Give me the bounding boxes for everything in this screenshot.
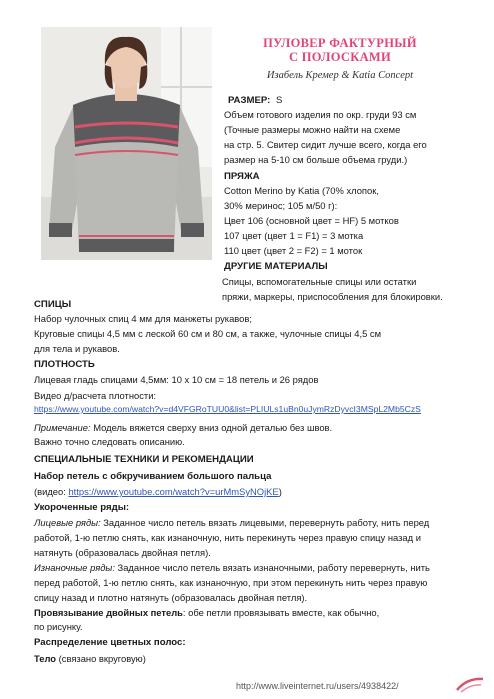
gauge-line: Лицевая гладь спицами 4,5мм: 10 х 10 см = 18 петель и 26 рядов <box>34 374 319 385</box>
note-line-2: Важно точно следовать описанию. <box>34 436 185 447</box>
size-heading <box>228 93 282 108</box>
title-line-2: С ПОЛОСКАМИ <box>288 50 392 64</box>
sweater-photo-illustration <box>41 27 212 260</box>
double-stitch-text: : обе петли провязывать вместе, как обычно, <box>182 607 380 618</box>
double-stitch-line-2: по рисунку. <box>34 621 83 632</box>
note-label: Примечание: <box>34 422 91 433</box>
techniques-heading: СПЕЦИАЛЬНЫЕ ТЕХНИКИ И РЕКОМЕНДАЦИИ <box>34 454 254 465</box>
caston-video-link[interactable]: https://www.youtube.com/watch?v=urMmSyNOjKE <box>68 486 279 497</box>
footer-source-url: http://www.liveinternet.ru/users/4938422/ <box>236 681 399 691</box>
yarn-line-2: 30% меринос; 105 м/50 г): <box>224 200 338 211</box>
needles-line-3: для тела и рукавов. <box>34 343 120 354</box>
body-label: Тело <box>34 653 57 664</box>
purl-rows-line-1 <box>34 560 430 575</box>
authors: Изабель Кремер & Katia Concept <box>266 70 414 81</box>
gauge-heading: ПЛОТНОСТЬ <box>34 359 95 370</box>
size-line-3: на стр. 5. Свитер сидит лучше всего, когда его <box>224 139 427 150</box>
needles-line-2: Круговые спицы 4,5 мм с леской 60 см и 80 см, а также, чулочные спицы 4,5 см <box>34 328 382 339</box>
liveinternet-swoosh-icon <box>455 676 485 694</box>
title-line-1: ПУЛОВЕР ФАКТУРНЫЙ <box>263 36 417 50</box>
size-label: РАЗМЕР: <box>228 95 271 106</box>
note-text: Модель вяжется сверху вниз одной деталью без швов. <box>90 422 333 433</box>
purl-rows-label: Изнаночные ряды: <box>34 562 115 573</box>
caston-suffix: ) <box>278 486 282 497</box>
pattern-title <box>230 36 450 64</box>
caston-video-line <box>34 484 282 499</box>
body-text: (связано вкруговую) <box>56 653 146 664</box>
stripes-heading: Распределение цветных полос: <box>34 637 186 648</box>
yarn-line-3: Цвет 106 (основной цвет = HF) 5 мотков <box>224 215 399 226</box>
yarn-line-5: 110 цвет (цвет 2 = F2) = 1 моток <box>224 245 363 256</box>
yarn-line-1: Cotton Merino by Katia (70% хлопок, <box>224 185 379 196</box>
purl-rows-line-2: перед работой, 1-ю петлю снять, как изнаночную, при этом перекинуть нить через правую <box>34 577 428 588</box>
caston-prefix: (видео: <box>34 486 69 497</box>
gauge-video-label: Видео д/расчета плотности: <box>34 390 157 401</box>
knit-rows-line-1 <box>34 515 429 530</box>
knit-rows-line-3: натянуть (образовалась двойная петля). <box>34 547 211 558</box>
short-rows-heading: Укороченные ряды: <box>34 502 130 513</box>
needles-heading: СПИЦЫ <box>34 299 72 310</box>
sweater-photo <box>41 27 212 260</box>
yarn-line-4: 107 цвет (цвет 1 = F1) = 3 мотка <box>224 230 364 241</box>
materials-heading: ДРУГИЕ МАТЕРИАЛЫ <box>224 261 328 272</box>
caston-heading: Набор петель с обкручиванием большого пальца <box>34 471 272 482</box>
size-line-1: Объем готового изделия по окр. груди 93 см <box>224 109 417 120</box>
double-stitch-label: Провязывание двойных петель <box>34 607 183 618</box>
knit-rows-text: Заданное число петель вязать лицевыми, перевернуть работу, нить перед <box>100 517 430 528</box>
size-line-4: размер на 5-10 см больше объема груди.) <box>224 154 408 165</box>
needles-line-1: Набор чулочных спиц 4 мм для манжеты рукавов; <box>34 313 252 324</box>
materials-line-1: Спицы, вспомогательные спицы или остатки <box>222 276 417 287</box>
yarn-heading: ПРЯЖА <box>224 171 260 182</box>
knit-rows-line-2: работой, 1-ю петлю снять, как изнаночную, нить перекинуть через правую спицу назад и <box>34 532 421 543</box>
gauge-video-link[interactable]: https://www.youtube.com/watch?v=d4VFGRoTUU0&list=PLIULs1uBn0uJymRzDyvcI3MSpL2Mb5CzS <box>34 404 421 414</box>
materials-line-2: пряжи, маркеры, приспособления для блокировки. <box>222 291 443 302</box>
size-line-2: (Точные размеры можно найти на схеме <box>224 124 401 135</box>
purl-rows-line-3: спицу назад и плотно натянуть (образовалась двойная петля). <box>34 592 308 603</box>
note-line-1 <box>34 420 332 435</box>
body-line <box>34 651 146 666</box>
size-value: S <box>276 95 283 106</box>
double-stitch-line-1 <box>34 605 379 620</box>
purl-rows-text: Заданное число петель вязать изнаночными, работу перевернуть, нить <box>114 562 430 573</box>
knit-rows-label: Лицевые ряды: <box>34 517 101 528</box>
